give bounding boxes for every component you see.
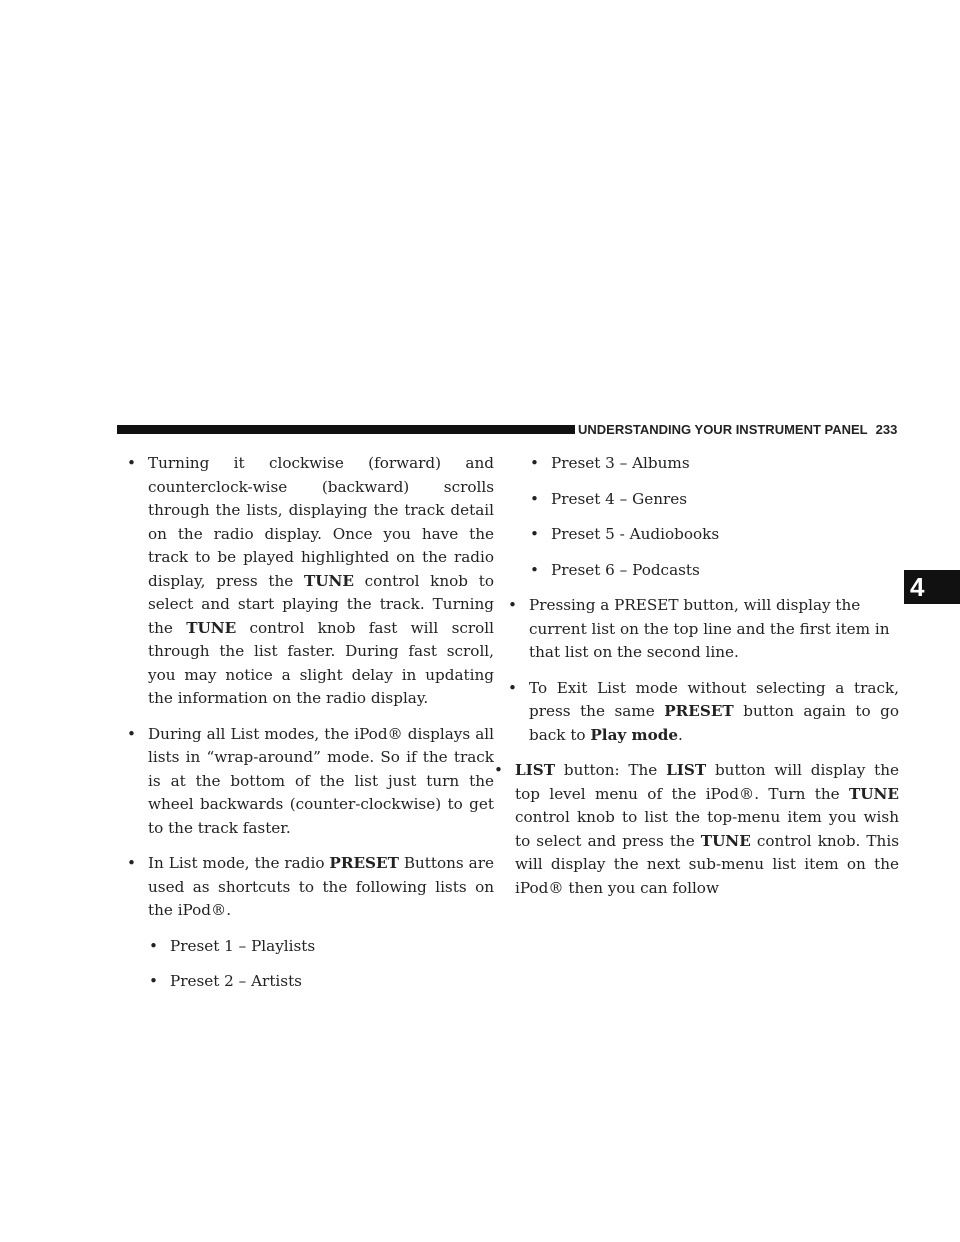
- preset-item: • Preset 5 - Audiobooks: [530, 523, 899, 547]
- bullet-preset-shortcuts: [127, 852, 494, 923]
- text-run: control knob. This will display the next sub-menu list item on the iPod® then you can follow: [515, 831, 899, 897]
- preset-item: • Preset 2 – Artists: [149, 970, 494, 994]
- text-run: .: [678, 725, 683, 744]
- keyword-list: LIST: [666, 761, 707, 779]
- text-run: button will display the top level menu of the iPod®. Turn the: [515, 761, 899, 803]
- bullet-tune-scroll: [127, 452, 494, 711]
- page-number: 233: [875, 422, 898, 437]
- bullet-wrap-around: [127, 723, 494, 841]
- text-run: In List mode, the radio: [148, 854, 330, 872]
- text-run: control knob to list the top-menu item you wish to select and press the: [515, 808, 899, 850]
- keyword-list: LIST: [515, 761, 556, 779]
- preset-item: • Preset 3 – Albums: [530, 452, 899, 476]
- keyword-tune: TUNE: [700, 831, 751, 850]
- text-run: control knob fast will scroll through the list faster. During fast scroll, you may notice a slight delay in updating the information on the radio display.: [148, 618, 494, 707]
- text-run: button: The: [555, 761, 667, 779]
- right-column: [508, 452, 899, 912]
- text-run: control knob to select and start playing the track. Turning the: [148, 571, 494, 637]
- bullet-list-button: [494, 759, 899, 900]
- keyword-tune: TUNE: [848, 784, 899, 803]
- text-run: Turning it clockwise (forward) and counterclock-wise (backward) scrolls through the lists, displaying the track detail on the radio display. Once you have the track to be played highlighted on the radio display, press the: [148, 454, 494, 590]
- left-column: [127, 452, 494, 1006]
- text-run: button again to go back to: [529, 702, 899, 744]
- preset-item: • Preset 4 – Genres: [530, 488, 899, 512]
- text-run: To Exit List mode without selecting a track, press the same: [529, 678, 899, 720]
- text-run: Pressing a PRESET button, will display the current list on the top line and the first item in that list on the second line.: [529, 596, 890, 661]
- text-run: Buttons are used as shortcuts to the following lists on the iPod®.: [148, 854, 494, 919]
- keyword-tune: TUNE: [186, 618, 237, 637]
- keyword-preset: PRESET: [664, 702, 734, 720]
- section-title: UNDERSTANDING YOUR INSTRUMENT PANEL: [578, 422, 868, 437]
- bullet-exit-list-mode: [508, 677, 899, 748]
- keyword-play-mode: Play mode: [590, 725, 679, 744]
- preset-item: • Preset 6 – Podcasts: [530, 559, 899, 583]
- keyword-tune: TUNE: [303, 571, 354, 590]
- header-rule: [117, 425, 575, 434]
- bullet-pressing-preset: [508, 594, 899, 665]
- running-header: [578, 422, 897, 437]
- preset-item: • Preset 1 – Playlists: [149, 935, 494, 959]
- chapter-tab: 4: [904, 570, 960, 604]
- text-run: During all List modes, the iPod® displays all lists in “wrap-around” mode. So if the track is at the bottom of the list just turn the wheel backwards (counter-clockwise) to get to the track faster.: [148, 724, 494, 837]
- keyword-preset: PRESET: [329, 854, 399, 872]
